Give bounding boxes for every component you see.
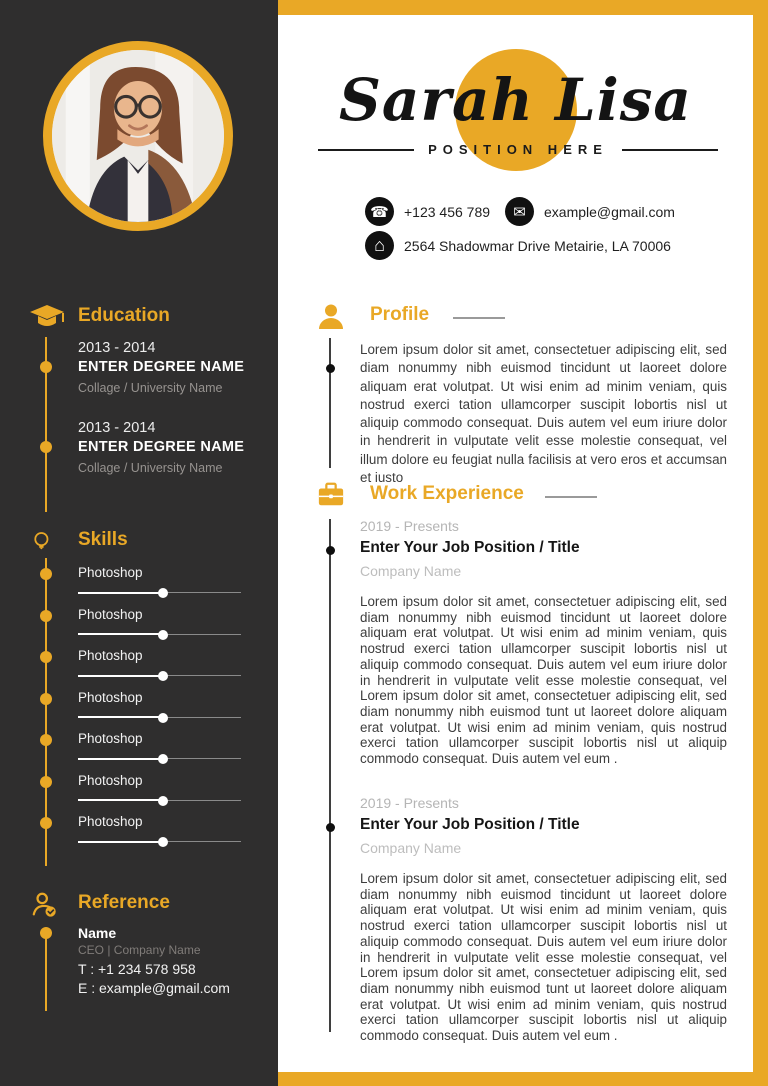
profile-title: Profile (370, 304, 430, 325)
position-title: POSITION HERE (428, 142, 608, 157)
main-content (278, 0, 768, 1086)
skill-slider-thumb[interactable] (158, 671, 168, 681)
briefcase-icon (317, 481, 345, 509)
position-rule-right (622, 149, 718, 151)
skill-timeline-dot (40, 651, 52, 663)
skill-item (78, 607, 241, 640)
skill-slider[interactable] (78, 713, 241, 723)
portrait-illustration (52, 50, 224, 222)
job-title: Enter Your Job Position / Title (360, 539, 580, 556)
education-timeline-dot (40, 441, 52, 453)
frame-bottom-bar (278, 1072, 768, 1086)
skill-label: Photoshop (78, 606, 143, 622)
reference-name: Name (78, 925, 117, 941)
skill-timeline-dot (40, 734, 52, 746)
education-school: Collage / University Name (78, 381, 223, 395)
frame-top-bar (278, 0, 768, 15)
skill-slider[interactable] (78, 837, 241, 847)
education-entry (78, 420, 268, 475)
contact-phone[interactable] (365, 197, 490, 226)
education-entry (78, 340, 268, 395)
education-school: Collage / University Name (78, 461, 223, 475)
skill-slider[interactable] (78, 588, 241, 598)
education-degree: ENTER DEGREE NAME (78, 359, 245, 375)
envelope-icon: ✉ (505, 197, 534, 226)
skill-slider[interactable] (78, 754, 241, 764)
contact-address[interactable] (365, 231, 671, 260)
person-name: Sarah Lisa (338, 66, 692, 134)
skill-label: Photoshop (78, 565, 143, 580)
skill-timeline-dot (40, 693, 52, 705)
education-timeline-dot (40, 361, 52, 373)
education-degree: ENTER DEGREE NAME (78, 439, 245, 455)
skill-label: Photoshop (78, 689, 143, 705)
skill-timeline-dot (40, 776, 52, 788)
skill-label: Photoshop (78, 772, 143, 788)
reference-role: CEO | Company Name (78, 943, 201, 957)
reference-email: E : example@gmail.com (78, 980, 230, 996)
education-title: Education (78, 305, 170, 326)
skill-item (78, 773, 241, 806)
job-dates: 2019 - Presents (360, 795, 459, 811)
position-row (318, 142, 718, 157)
profile-heading-dash (453, 317, 505, 319)
job-dates: 2019 - Presents (360, 518, 459, 534)
reference-timeline-line (45, 933, 47, 1011)
reference-phone: T : +1 234 578 958 (78, 961, 196, 977)
skill-slider-thumb[interactable] (158, 713, 168, 723)
reference-entry (78, 925, 268, 999)
profile-section-header (278, 302, 753, 332)
sidebar (0, 0, 278, 1086)
skill-slider-thumb[interactable] (158, 796, 168, 806)
skill-timeline-dot (40, 610, 52, 622)
work-timeline-line (329, 519, 331, 1032)
skill-slider-thumb[interactable] (158, 630, 168, 640)
skill-slider[interactable] (78, 796, 241, 806)
job-body: Lorem ipsum dolor sit amet, consectetuer adipiscing elit, sed diam nonummy nibh euismod tincidunt ut laoreet dolore aliquam erat volutpat. Ut wisi enim ad minim veniam, quis nostrud exerci tation ullamcorper suscipit lobortis nisl ut aliquip commodo consequat. Duis autem vel eum iriure dolor in hendrerit in vulputate velit esse molestie consequat, vel Lorem ipsum dolor sit amet, consectetuer adipiscing elit, sed diam nonummy nibh euismod tunt ut laoreet dolore aliquam erat volutpat. Ut wisi enim ad minim veniam, quis nostrud exerci tation ullamcorper suscipit lobortis nisl ut aliquip commodo consequat. Duis autem vel eum . (360, 594, 727, 767)
job-entry (360, 518, 727, 579)
job-timeline-dot (326, 823, 335, 832)
home-icon: ⌂ (365, 231, 394, 260)
profile-timeline-dot (326, 364, 335, 373)
job-body: Lorem ipsum dolor sit amet, consectetuer adipiscing elit, sed diam nonummy nibh euismod tincidunt ut laoreet dolore aliquam erat volutpat. Ut wisi enim ad minim veniam, quis nostrud exerci tation ullamcorper suscipit lobortis nisl ut aliquip commodo consequat. Duis autem vel eum iriure dolor in hendrerit in vulputate velit esse molestie consequat, vel Lorem ipsum dolor sit amet, consectetuer adipiscing elit, sed diam nonummy nibh euismod tunt ut laoreet dolore aliquam erat volutpat. Ut wisi enim ad minim veniam, quis nostrud exerci tation ullamcorper suscipit lobortis nisl ut aliquip commodo consequat. Duis autem vel eum . (360, 871, 727, 1044)
user-check-icon (31, 890, 59, 920)
skill-slider[interactable] (78, 671, 241, 681)
skill-slider-thumb[interactable] (158, 588, 168, 598)
contact-phone-value: +123 456 789 (404, 203, 491, 220)
skill-slider-thumb[interactable] (158, 754, 168, 764)
job-title: Enter Your Job Position / Title (360, 816, 580, 833)
profile-photo (43, 41, 233, 231)
skill-label: Photoshop (78, 814, 143, 829)
job-company: Company Name (360, 563, 462, 579)
skills-section-header (0, 527, 278, 557)
work-title: Work Experience (370, 483, 524, 504)
skill-label: Photoshop (78, 648, 143, 663)
skill-label: Photoshop (78, 731, 143, 746)
skill-item (78, 814, 241, 847)
work-heading-dash (545, 496, 597, 498)
work-section-header (278, 481, 753, 511)
reference-title: Reference (78, 892, 170, 913)
contact-email-value: example@gmail.com (544, 203, 675, 220)
profile-body: Lorem ipsum dolor sit amet, consectetuer adipiscing elit, sed diam nonummy nibh euismod tincidunt ut laoreet dolore aliquam erat volutpat. Ut wisi enim ad minim veniam, quis nostrud exerci tation ullamcorper suscipit lobortis nisl ut aliquip commodo consequat. Duis autem vel eum iriure dolor in hendrerit in vulputate velit esse molestie consequat, vel illum dolore eu feugiat nulla facilisis at vero eros et accumsan et iusto (360, 342, 727, 486)
phone-icon: ☎ (365, 197, 394, 226)
skill-slider-thumb[interactable] (158, 837, 168, 847)
education-dates: 2013 - 2014 (78, 340, 156, 356)
job-company: Company Name (360, 840, 462, 856)
job-entry (360, 795, 727, 856)
job-timeline-dot (326, 546, 335, 555)
profile-timeline-line (329, 338, 331, 468)
skill-timeline-dot (40, 568, 52, 580)
lightbulb-icon (32, 527, 58, 557)
graduation-cap-icon (29, 303, 65, 333)
skill-item (78, 648, 241, 681)
education-dates: 2013 - 2014 (78, 420, 156, 436)
education-section-header (0, 303, 278, 333)
contact-address-value: 2564 Shadowmar Drive Metairie, LA 70006 (404, 237, 671, 254)
contact-email[interactable] (505, 197, 675, 226)
position-rule-left (318, 149, 414, 151)
skill-slider[interactable] (78, 630, 241, 640)
reference-section-header (0, 890, 278, 920)
skill-item (78, 690, 241, 723)
skill-item (78, 565, 241, 598)
frame-right-bar (753, 0, 768, 1086)
skills-title: Skills (78, 529, 128, 550)
skill-timeline-dot (40, 817, 52, 829)
skill-item (78, 731, 241, 764)
user-icon (317, 302, 345, 330)
